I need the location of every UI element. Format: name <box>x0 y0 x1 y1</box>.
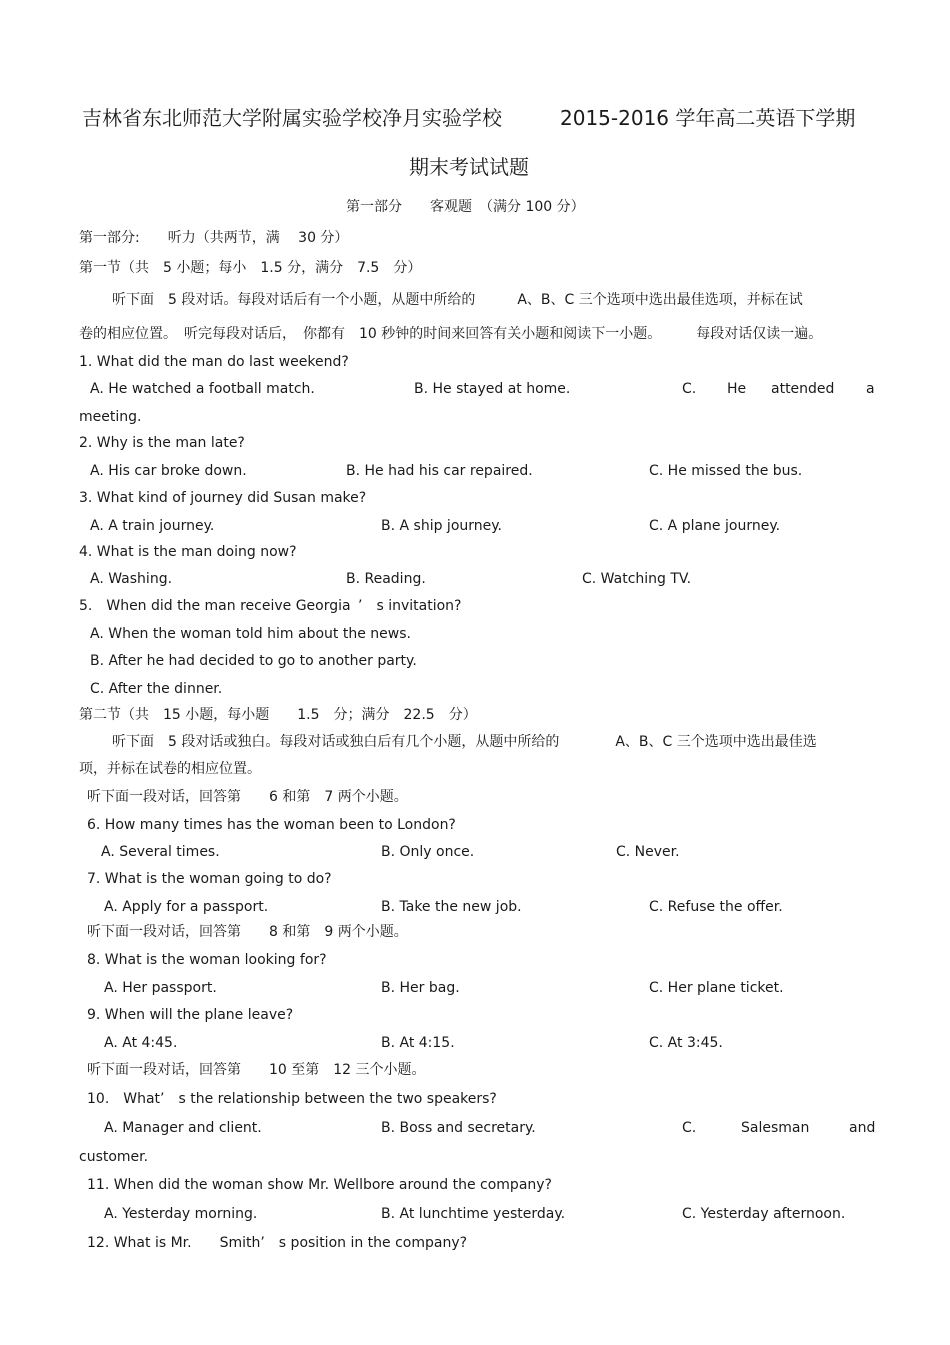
title-year-subject: 2015-2016 学年高二英语下学期 <box>560 106 856 130</box>
q6-stem: 6. How many times has the woman been to London? <box>87 817 456 833</box>
q4-stem: 4. What is the man doing now? <box>79 544 297 560</box>
q7-option-b: B. Take the new job. <box>381 899 522 915</box>
q4-option-a: A. Washing. <box>90 571 173 587</box>
section1-instruction-2: 卷的相应位置。 听完每段对话后， 你都有 10 秒钟的时间来回答有关小题和阅读下一小题。 每段对话仅读一遍。 <box>79 326 823 342</box>
q6-option-c: C. Never. <box>616 844 680 860</box>
q10-stem: 10. What’ s the relationship between the two speakers? <box>87 1091 497 1107</box>
q1-option-c-4: a <box>866 381 875 397</box>
title-line2: 期末考试试题 <box>409 155 529 179</box>
q9-option-a: A. At 4:45. <box>104 1035 178 1051</box>
q10-option-a: A. Manager and client. <box>104 1120 262 1136</box>
q10-option-b: B. Boss and secretary. <box>381 1120 536 1136</box>
lead-in-6-7: 听下面一段对话，回答第 6 和第 7 两个小题。 <box>87 789 408 805</box>
q9-option-c: C. At 3:45. <box>649 1035 723 1051</box>
q4-option-b: B. Reading. <box>346 571 426 587</box>
q7-option-a: A. Apply for a passport. <box>104 899 269 915</box>
title-school: 吉林省东北师范大学附属实验学校净月实验学校 <box>82 106 502 130</box>
q2-stem: 2. Why is the man late? <box>79 435 245 451</box>
q3-option-c: C. A plane journey. <box>649 518 781 534</box>
q1-option-a: A. He watched a football match. <box>90 381 315 397</box>
q10-option-c-3: and <box>849 1120 876 1136</box>
section1-header: 第一节（共 5 小题；每小 1.5 分，满分 7.5 分） <box>79 260 422 276</box>
section2-header: 第二节（共 15 小题，每小题 1.5 分；满分 22.5 分） <box>79 707 477 723</box>
q5-option-b: B. After he had decided to go to another party. <box>90 653 417 669</box>
q8-stem: 8. What is the woman looking for? <box>87 952 327 968</box>
q6-option-b: B. Only once. <box>381 844 475 860</box>
q3-stem: 3. What kind of journey did Susan make? <box>79 490 367 506</box>
q10-option-c-1: C. <box>682 1120 697 1136</box>
section2-instruction-2: 项，并标在试卷的相应位置。 <box>79 761 261 777</box>
q10-option-c-continuation: customer. <box>79 1149 149 1165</box>
q8-option-b: B. Her bag. <box>381 980 460 996</box>
q11-option-b: B. At lunchtime yesterday. <box>381 1206 566 1222</box>
q9-stem: 9. When will the plane leave? <box>87 1007 294 1023</box>
q1-option-c-3: attended <box>771 381 835 397</box>
q1-option-b: B. He stayed at home. <box>414 381 571 397</box>
lead-in-8-9: 听下面一段对话，回答第 8 和第 9 两个小题。 <box>87 924 408 940</box>
part1-header: 第一部分 客观题 （满分 100 分） <box>346 199 585 215</box>
lead-in-10-12: 听下面一段对话，回答第 10 至第 12 三个小题。 <box>87 1062 426 1078</box>
q8-option-a: A. Her passport. <box>104 980 217 996</box>
q1-stem: 1. What did the man do last weekend? <box>79 354 349 370</box>
q8-option-c: C. Her plane ticket. <box>649 980 784 996</box>
q2-option-c: C. He missed the bus. <box>649 463 803 479</box>
q1-option-c-continuation: meeting. <box>79 409 142 425</box>
q11-stem: 11. When did the woman show Mr. Wellbore around the company? <box>87 1177 552 1193</box>
q7-stem: 7. What is the woman going to do? <box>87 871 332 887</box>
q5-stem-part-2: ’ s invitation? <box>358 598 462 614</box>
section2-instruction-1: 听下面 5 段对话或独白。每段对话或独白后有几个小题，从题中所给的 A、B、C 三个选项中选出最佳选 <box>112 734 817 750</box>
section1-instruction-1: 听下面 5 段对话。每段对话后有一个小题，从题中所给的 A、B、C 三个选项中选出最佳选项，并标在试 <box>112 292 803 308</box>
q6-option-a: A. Several times. <box>101 844 220 860</box>
q5-stem-part-1: 5. When did the man receive Georgia <box>79 598 351 614</box>
q2-option-a: A. His car broke down. <box>90 463 247 479</box>
q5-option-c: C. After the dinner. <box>90 681 223 697</box>
q12-stem: 12. What is Mr. Smith’ s position in the company? <box>87 1235 468 1251</box>
q3-option-b: B. A ship journey. <box>381 518 502 534</box>
q1-option-c-1: C. <box>682 381 697 397</box>
q5-option-a: A. When the woman told him about the news. <box>90 626 411 642</box>
q2-option-b: B. He had his car repaired. <box>346 463 533 479</box>
q10-option-c-2: Salesman <box>741 1120 810 1136</box>
listening-header: 第一部分: 听力（共两节，满 30 分） <box>79 230 349 246</box>
q11-option-a: A. Yesterday morning. <box>104 1206 258 1222</box>
q7-option-c: C. Refuse the offer. <box>649 899 783 915</box>
q4-option-c: C. Watching TV. <box>582 571 692 587</box>
q3-option-a: A. A train journey. <box>90 518 215 534</box>
q11-option-c: C. Yesterday afternoon. <box>682 1206 846 1222</box>
q1-option-c-2: He <box>727 381 747 397</box>
q9-option-b: B. At 4:15. <box>381 1035 455 1051</box>
